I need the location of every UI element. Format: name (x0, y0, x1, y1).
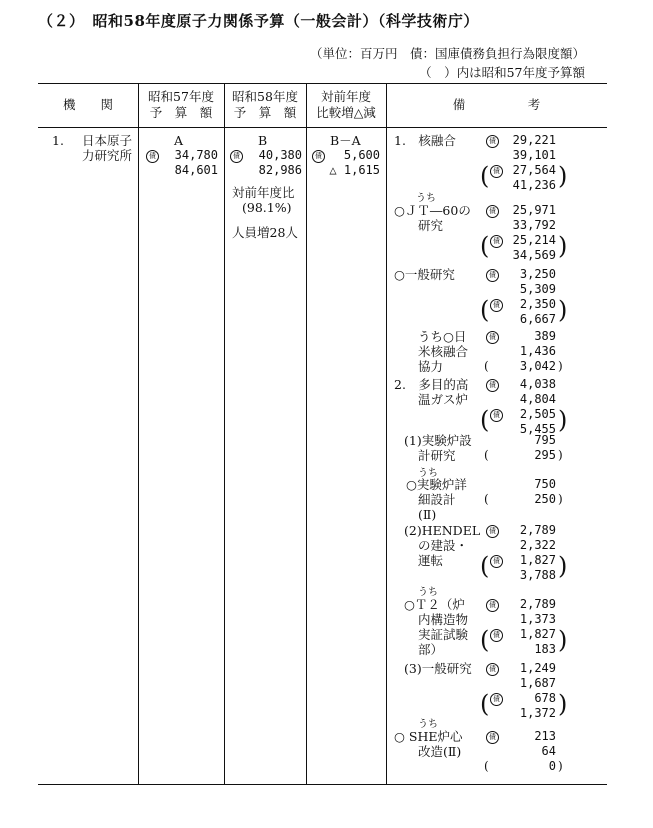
col-divider (224, 83, 225, 785)
paren-open: ( (484, 759, 489, 773)
remark-value: 750 (534, 477, 556, 491)
paren-open: ( (480, 162, 490, 190)
remark-value: 33,792 (512, 218, 556, 232)
remark-value: 34,569 (512, 248, 556, 262)
remark-label: ○実験炉詳 (406, 477, 467, 492)
remark-label: 2. 多目的高 (394, 377, 469, 392)
debt-mark: 債 (486, 523, 499, 538)
remark-value: 183 (534, 642, 556, 656)
remark-label: (3)一般研究 (404, 661, 472, 676)
header-58b: 予 算 額 (233, 105, 297, 120)
remark-label: 温ガス炉 (418, 392, 469, 407)
remark-value: 41,236 (512, 178, 556, 192)
table-top-rule (38, 83, 607, 84)
col-divider (306, 83, 307, 785)
col-divider (138, 83, 139, 785)
remark-value: 6,667 (519, 312, 556, 326)
remark-label: ○Ｔ２（炉 (404, 597, 465, 612)
col57-debt: 34,780 (174, 148, 218, 162)
header-57b: 予 算 額 (149, 105, 213, 120)
col57-value: 84,601 (174, 163, 218, 177)
remark-label: 研究 (418, 218, 444, 233)
paren-close: ) (558, 552, 568, 580)
unit-note: （単位：百万円 債：国庫債務負担行為限度額） (309, 46, 585, 61)
remark-value: 0 (548, 759, 556, 773)
paren-close: ) (558, 406, 568, 434)
ratio-value: (98.1%) (242, 200, 292, 215)
ruby-uchi: うち (418, 719, 438, 730)
remark-label: 運転 (418, 553, 444, 568)
remark-value: 795 (534, 433, 556, 447)
remark-value: 1,372 (519, 706, 556, 720)
diff-debt: 5,600 (343, 148, 380, 162)
ratio-label: 対前年度比 (232, 185, 295, 200)
remark-value: 3,788 (519, 568, 556, 582)
debt-mark: 債 (230, 148, 243, 163)
remark-label: 内構造物 (418, 612, 469, 627)
paren-close: ) (558, 690, 568, 718)
table-bottom-rule (38, 784, 607, 785)
remark-value: 3,250 (519, 267, 556, 281)
paren-close: ) (558, 232, 568, 260)
remark-value: 29,221 (512, 133, 556, 147)
remark-value: 1,827 (519, 553, 556, 567)
remark-value: 213 (534, 729, 556, 743)
col58-debt: 40,380 (258, 148, 302, 162)
remark-value: 1,373 (519, 612, 556, 626)
debt-mark: 債 (486, 203, 499, 218)
remark-label: 米核融合 (418, 344, 469, 359)
debt-mark: 債 (486, 661, 499, 676)
header-rule (38, 127, 607, 128)
header-58a: 昭和58年度 (232, 89, 298, 104)
remark-value: 1,687 (519, 676, 556, 690)
ruby-uchi: うち (416, 193, 436, 204)
debt-mark: 債 (486, 729, 499, 744)
org-number: 1. (52, 133, 64, 148)
staff-increase: 人員増28人 (232, 225, 298, 240)
paren-close: ) (558, 359, 563, 373)
remark-label: 部） (418, 642, 444, 657)
debt-mark: 債 (486, 597, 499, 612)
col-divider (386, 83, 387, 785)
paren-close: ) (558, 448, 563, 462)
remark-value: 5,309 (519, 282, 556, 296)
paren-open: ( (480, 232, 490, 260)
remark-value: 3,042 (519, 359, 556, 373)
remark-label: 実証試験 (418, 627, 469, 642)
remark-value: 25,971 (512, 203, 556, 217)
remark-label: 計研究 (418, 448, 456, 463)
debt-mark: 債 (486, 267, 499, 282)
org-name-line2: 力研究所 (82, 148, 133, 163)
remark-value: 678 (534, 691, 556, 705)
debt-mark: 債 (490, 297, 503, 312)
remark-label: ○一般研究 (394, 267, 455, 282)
remark-label: (1)実験炉設 (404, 433, 472, 448)
remark-label: うち○日 (418, 329, 467, 344)
paren-open: ( (480, 690, 490, 718)
header-57a: 昭和57年度 (148, 89, 214, 104)
ruby-uchi: うち (418, 587, 438, 598)
remark-label: 細設計 (418, 492, 456, 507)
header-diff-a: 対前年度 (320, 89, 371, 104)
remark-value: 5,455 (519, 422, 556, 436)
paren-open: ( (484, 359, 489, 373)
remark-value: 389 (534, 329, 556, 343)
debt-mark: 債 (486, 133, 499, 148)
remark-label: (2)HENDEL (404, 523, 481, 538)
header-diff-b: 比較増△減 (316, 105, 376, 120)
remark-label: ○ SHE炉心 (394, 729, 463, 744)
paren-open: ( (480, 406, 490, 434)
org-name-line1: 日本原子 (82, 133, 133, 148)
paren-open: ( (480, 552, 490, 580)
remark-label: 1. 核融合 (394, 133, 456, 148)
remark-value: 1,827 (519, 627, 556, 641)
header-org: 機 関 (62, 97, 113, 112)
remark-value: 27,564 (512, 163, 556, 177)
debt-mark: 債 (486, 377, 499, 392)
remark-label: (Ⅱ) (418, 507, 437, 522)
diff-value: △ 1,615 (329, 163, 380, 177)
debt-mark: 債 (490, 233, 503, 248)
remark-value: 2,350 (519, 297, 556, 311)
debt-mark: 債 (146, 148, 159, 163)
paren-close: ) (558, 626, 568, 654)
paren-open: ( (480, 626, 490, 654)
debt-mark: 債 (312, 148, 325, 163)
remark-value: 64 (541, 744, 556, 758)
remark-value: 2,789 (519, 523, 556, 537)
header-remarks: 備 考 (452, 97, 541, 112)
paren-open: ( (484, 448, 489, 462)
remark-value: 2,505 (519, 407, 556, 421)
remark-value: 39,101 (512, 148, 556, 162)
paren-open: ( (484, 492, 489, 506)
remark-value: 1,436 (519, 344, 556, 358)
paren-close: ) (558, 296, 568, 324)
debt-mark: 債 (490, 407, 503, 422)
remark-label: ○ＪＴ―60の (394, 203, 471, 218)
page-title: （２） 昭和58年度原子力関係予算（一般会計）（科学技術庁） (38, 12, 479, 30)
debt-mark: 債 (490, 627, 503, 642)
remark-label: の建設・ (418, 538, 469, 553)
remark-label: 協力 (418, 359, 444, 374)
remark-value: 4,038 (519, 377, 556, 391)
remark-value: 2,322 (519, 538, 556, 552)
ruby-uchi: うち (418, 468, 438, 479)
remark-value: 295 (534, 448, 556, 462)
budget-table (38, 83, 607, 785)
debt-mark: 債 (486, 329, 499, 344)
remark-value: 25,214 (512, 233, 556, 247)
debt-mark: 債 (490, 553, 503, 568)
col57-label: A (174, 133, 184, 148)
paren-note: （ ）内は昭和57年度予算額 (419, 65, 585, 80)
debt-mark: 債 (490, 691, 503, 706)
remark-label: 改造(Ⅱ) (418, 744, 462, 759)
remark-value: 2,789 (519, 597, 556, 611)
paren-close: ) (558, 162, 568, 190)
remark-value: 1,249 (519, 661, 556, 675)
paren-close: ) (558, 492, 563, 506)
remark-value: 250 (534, 492, 556, 506)
paren-open: ( (480, 296, 490, 324)
paren-close: ) (558, 759, 563, 773)
remark-value: 4,804 (519, 392, 556, 406)
col58-label: B (258, 133, 268, 148)
col58-value: 82,986 (258, 163, 302, 177)
debt-mark: 債 (490, 163, 503, 178)
diff-label: B－A (330, 133, 361, 148)
